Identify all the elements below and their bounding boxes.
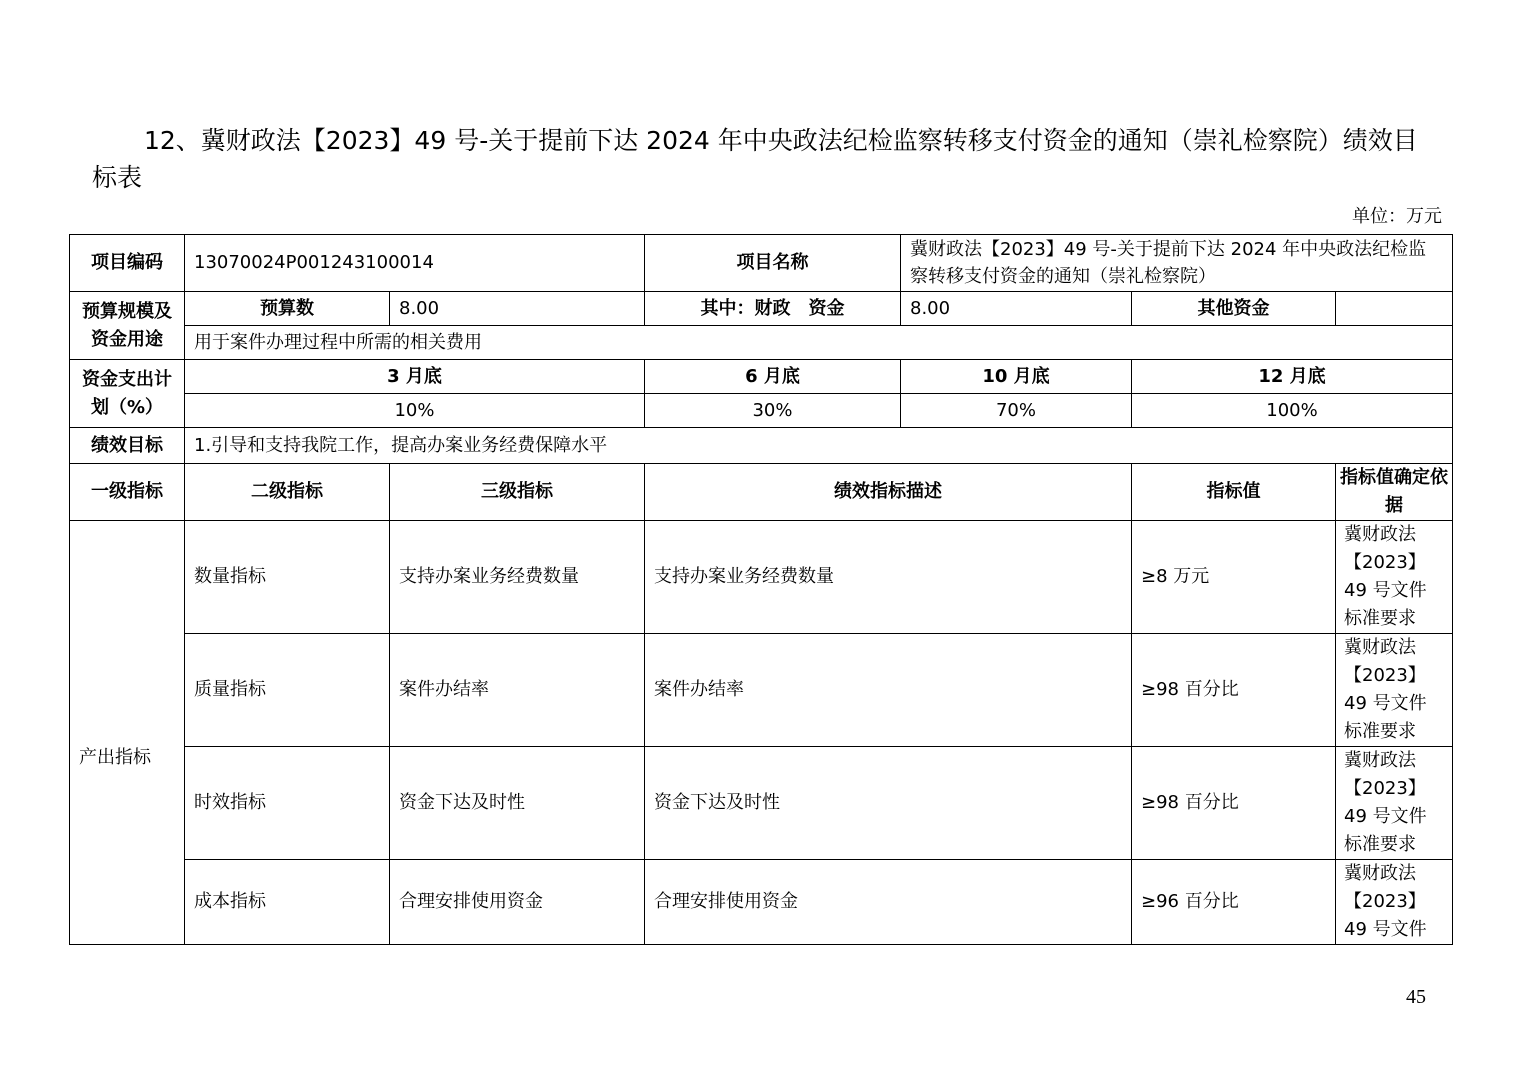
- indicator-header: 三级指标: [390, 464, 645, 521]
- other-fund-label: 其他资金: [1132, 292, 1336, 326]
- goal-row: [70, 428, 1453, 464]
- indicator-header: 绩效指标描述: [645, 464, 1132, 521]
- indicator-description: 支持办案业务经费数量: [645, 521, 1132, 634]
- project-code-label: 项目编码: [70, 235, 185, 292]
- indicator-header: 二级指标: [185, 464, 390, 521]
- usage-row: [70, 326, 1453, 360]
- plan-header-row: [70, 360, 1453, 394]
- plan-value: 30%: [645, 394, 901, 428]
- level2-indicator: 质量指标: [185, 634, 390, 747]
- table-row: [70, 521, 1453, 634]
- usage: 用于案件办理过程中所需的相关费用: [185, 326, 1453, 360]
- plan-value: 70%: [901, 394, 1132, 428]
- indicator-header: 指标值: [1132, 464, 1336, 521]
- finance-fund-label: 其中：财政 资金: [645, 292, 901, 326]
- level2-indicator: 时效指标: [185, 747, 390, 860]
- indicator-description: 资金下达及时性: [645, 747, 1132, 860]
- budget-label: 预算规模及资金用途: [70, 292, 185, 360]
- goal: 1.引导和支持我院工作，提高办案业务经费保障水平: [185, 428, 1453, 464]
- level3-indicator: 案件办结率: [390, 634, 645, 747]
- plan-header: 3 月底: [185, 360, 645, 394]
- plan-header: 10 月底: [901, 360, 1132, 394]
- plan-value: 10%: [185, 394, 645, 428]
- indicator-value: ≥96 百分比: [1132, 860, 1336, 945]
- indicator-basis: 冀财政法【2023】49 号文件标准要求: [1336, 747, 1453, 860]
- plan-label: 资金支出计划（%）: [70, 360, 185, 428]
- page-title: 12、冀财政法【2023】49 号-关于提前下达 2024 年中央政法纪检监察转移支付资金的通知（崇礼检察院）绩效目标表: [92, 126, 1418, 192]
- table-row: [70, 860, 1453, 945]
- project-row: [70, 235, 1453, 292]
- plan-header: 6 月底: [645, 360, 901, 394]
- table-row: [70, 747, 1453, 860]
- goal-label: 绩效目标: [70, 428, 185, 464]
- plan-header: 12 月底: [1132, 360, 1453, 394]
- plan-value: 100%: [1132, 394, 1453, 428]
- level2-indicator: 数量指标: [185, 521, 390, 634]
- indicator-value: ≥98 百分比: [1132, 747, 1336, 860]
- project-code: 13070024P001243100014: [185, 235, 645, 292]
- level1-indicator: 产出指标: [70, 521, 185, 945]
- project-name: 冀财政法【2023】49 号-关于提前下达 2024 年中央政法纪检监察转移支付资金的通知（崇礼检察院）: [901, 235, 1453, 292]
- page-number: 45: [1406, 986, 1426, 1008]
- other-fund: [1336, 292, 1453, 326]
- table-row: [70, 634, 1453, 747]
- level3-indicator: 资金下达及时性: [390, 747, 645, 860]
- level3-indicator: 支持办案业务经费数量: [390, 521, 645, 634]
- level3-indicator: 合理安排使用资金: [390, 860, 645, 945]
- budget-row: [70, 292, 1453, 326]
- indicator-basis: 冀财政法【2023】49 号文件标准要求: [1336, 634, 1453, 747]
- indicator-value: ≥8 万元: [1132, 521, 1336, 634]
- indicator-basis: 冀财政法【2023】49 号文件: [1336, 860, 1453, 945]
- indicator-description: 合理安排使用资金: [645, 860, 1132, 945]
- indicator-header: 一级指标: [70, 464, 185, 521]
- unit-label: 单位：万元: [1352, 206, 1442, 227]
- level2-indicator: 成本指标: [185, 860, 390, 945]
- plan-value-row: [70, 394, 1453, 428]
- indicator-header: 指标值确定依据: [1336, 464, 1453, 521]
- performance-target-table: [69, 234, 1453, 945]
- indicator-value: ≥98 百分比: [1132, 634, 1336, 747]
- indicator-basis: 冀财政法【2023】49 号文件标准要求: [1336, 521, 1453, 634]
- indicator-description: 案件办结率: [645, 634, 1132, 747]
- finance-fund: 8.00: [901, 292, 1132, 326]
- budget-amount-label: 预算数: [185, 292, 390, 326]
- budget-amount: 8.00: [390, 292, 645, 326]
- project-name-label: 项目名称: [645, 235, 901, 292]
- indicator-header-row: [70, 464, 1453, 521]
